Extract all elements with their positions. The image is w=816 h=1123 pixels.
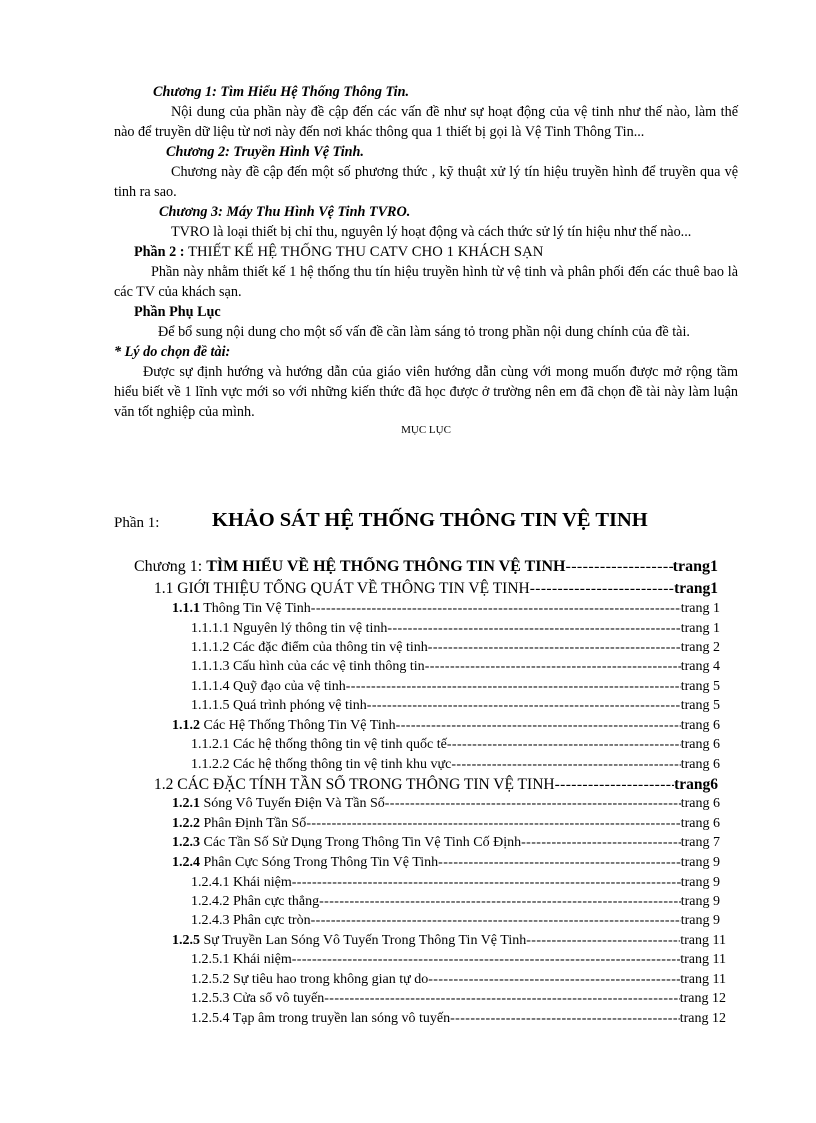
toc-entry [191,638,720,658]
toc-page: trang 9 [680,913,720,928]
toc-leader [428,638,681,658]
toc-leader [425,657,681,677]
part1-title: KHẢO SÁT HỆ THỐNG THÔNG TIN VỆ TINH [212,509,648,531]
toc-number: 1.1.1 [172,601,200,616]
toc-entry [191,989,726,1009]
toc-number: 1.2.4.3 [191,913,230,928]
toc-leader [367,696,681,716]
toc-leader [451,755,680,775]
toc-title: Các đặc điểm của thông tin vệ tinh [233,640,428,655]
introduction [114,82,738,438]
toc-page: trang 11 [680,952,726,967]
toc-leader [346,677,681,697]
chapter1-description: Nội dung của phần này đề cập đến các vấn đề như sự hoạt động của vệ tinh như thế nào, làm thế nào để truyền dữ liệu từ nơi này đến nơi khác thông qua 1 thiết bị gọi là Vệ Tinh Thông Tin... [114,104,738,140]
toc-number: 1.2 [154,776,174,793]
toc-entry [191,1009,726,1029]
toc-leader [447,735,681,755]
toc-leader [292,950,681,970]
toc-number: 1.1.2 [172,718,200,733]
part2-description: Phần này nhằm thiết kế 1 hệ thống thu tín hiệu truyền hình từ vệ tinh và phân phối đến các thuê bao là các TV của khách sạn. [114,264,738,300]
reason-description: Được sự định hướng và hướng dẫn của giáo viên hướng dẫn cùng với mong muốn được mở rộng tầm hiểu biết về 1 lĩnh vực mới so với những kiến thức đã học được ở trường nên em đã chọn đề tài này làm luận văn tốt nghiệp của mình. [114,364,738,420]
toc-title: Các hệ thống thông tin vệ tinh khu vực [233,757,452,772]
toc-number: 1.1.2.1 [191,737,230,752]
toc-title: Tạp âm trong truyền lan sóng vô tuyến [232,1011,451,1026]
toc-number: 1.2.5.3 [191,991,230,1006]
toc-title: Quỹ đạo của vệ tinh [233,679,346,694]
toc-title: Sóng Vô Tuyến Điện Và Tần Số [203,796,385,811]
toc-entry [191,970,726,990]
toc-leader [306,814,680,834]
toc-leader [292,873,681,893]
toc-title: Các Hệ Thống Thông Tin Vệ Tinh [203,718,396,733]
toc-entry [191,755,720,775]
toc-page: trang 9 [680,875,720,890]
toc-page: trang 11 [680,972,726,987]
toc-title: Phân Cực Sóng Trong Thông Tin Vệ Tinh [203,855,439,870]
toc-entry [134,557,718,579]
part2-heading [114,242,738,262]
toc-entry [172,931,726,951]
toc-number: 1.2.4.2 [191,894,230,909]
toc-page: trang 5 [680,698,720,713]
toc-leader [438,853,681,873]
toc-entry [172,833,720,853]
toc-number: 1.1.1.3 [191,659,230,674]
toc-number: 1.1.1.5 [191,698,230,713]
toc-title: Khái niệm [233,952,292,967]
reason-heading: * Lý do chọn đề tài: [114,344,231,360]
toc-number: 1.2.2 [172,816,200,831]
appendix-description: Để bổ sung nội dung cho một số vấn đề cần làm sáng tỏ trong phần nội dung chính của đề tài. [158,324,690,340]
toc-page: trang 7 [680,835,720,850]
toc-page: trang 6 [680,796,720,811]
toc-entry [191,873,720,893]
toc-number: 1.1.2.2 [191,757,230,772]
toc-entry [172,599,720,619]
toc-page: trang 6 [680,737,720,752]
toc-title: CÁC ĐẶC TÍNH TẦN SỐ TRONG THÔNG TIN VỆ TINH [177,776,555,793]
toc-title: Phân Định Tần Số [203,816,307,831]
toc-page: trang1 [674,580,718,597]
toc-title: Sự tiêu hao trong không gian tự do [233,972,429,987]
toc-title: Cấu hình của các vệ tinh thông tin [233,659,425,674]
toc-title: Nguyên lý thông tin vệ tinh [233,621,388,636]
toc-entry [172,716,720,736]
toc-leader [311,911,681,931]
chapter3-description: TVRO là loại thiết bị chỉ thu, nguyên lý hoạt động và cách thức sử lý tín hiệu như thế nào... [171,224,692,240]
toc-page: trang 11 [680,933,726,948]
toc-entry [191,657,720,677]
toc-number: 1.1.1.2 [191,640,230,655]
toc-title: Phân cực thẳng [233,894,320,909]
toc-number: Chương 1: [134,558,203,575]
toc-number: 1.2.4 [172,855,200,870]
toc-title: Cửa sổ vô tuyến [233,991,325,1006]
toc-page: trang 1 [680,621,720,636]
toc-title: TÌM HIỂU VỀ HỆ THỐNG THÔNG TIN VỆ TINH [206,558,566,575]
toc-title: Các hệ thống thông tin vệ tinh quốc tế [233,737,447,752]
toc-entry [191,677,720,697]
toc-entry [191,619,720,639]
toc-leader [428,970,680,990]
toc-page: trang 9 [680,855,720,870]
toc-leader [311,599,681,619]
chapter3-heading: Chương 3: Máy Thu Hình Vệ Tinh TVRO. [159,204,411,220]
toc-page: trang1 [672,558,718,575]
toc-leader [555,775,675,795]
toc-entry [172,853,720,873]
toc-leader [530,579,674,599]
part1-label: Phần 1: [114,515,160,531]
toc-page: trang 5 [680,679,720,694]
toc-entry [191,950,726,970]
toc-number: 1.2.5 [172,933,200,948]
toc-entry [172,814,720,834]
toc-number: 1.2.3 [172,835,200,850]
toc-number: 1.2.5.1 [191,952,230,967]
toc-page: trang 4 [680,659,720,674]
toc-page: trang 12 [679,1011,726,1026]
toc-heading: MỤC LỤC [401,424,451,436]
toc-leader [387,619,680,639]
chapter2-heading: Chương 2: Truyền Hình Vệ Tinh. [166,144,364,160]
appendix-heading: Phần Phụ Lục [134,304,221,320]
toc-number: 1.2.5.2 [191,972,230,987]
toc-title: Thông Tin Vệ Tinh [203,601,311,616]
toc-title: Quá trình phóng vệ tinh [233,698,367,713]
toc-page: trang 12 [679,991,726,1006]
toc-page: trang 2 [680,640,720,655]
toc-title: GIỚI THIỆU TỔNG QUÁT VỀ THÔNG TIN VỆ TINH [177,580,530,597]
toc-title: Sự Truyền Lan Sóng Vô Tuyến Trong Thông Tin Vệ Tinh [203,933,527,948]
toc-number: 1.2.4.1 [191,875,230,890]
toc-leader [526,931,680,951]
toc-number: 1.1.1.4 [191,679,230,694]
toc-title: Các Tần Số Sử Dụng Trong Thông Tin Vệ Tinh Cố Định [203,835,522,850]
part1-heading [114,509,754,541]
toc-leader [324,989,680,1009]
toc-number: 1.1 [154,580,174,597]
part2-label: Phần 2 : [134,244,185,260]
toc-page: trang 6 [680,816,720,831]
toc-title: Phân cực tròn [233,913,311,928]
toc-leader [396,716,681,736]
toc-leader [385,794,681,814]
toc-number: 1.2.1 [172,796,200,811]
toc-number: 1.2.5.4 [191,1011,230,1026]
toc-leader [565,557,672,577]
toc-page: trang 6 [680,757,720,772]
toc-entry [154,579,718,599]
chapter1-heading: Chương 1: Tìm Hiểu Hệ Thống Thông Tin. [153,84,410,100]
toc-entry [191,892,720,912]
toc-page: trang 9 [680,894,720,909]
chapter2-description: Chương này đề cập đến một số phương thức , kỹ thuật xử lý tín hiệu truyền hình để truyền qua vệ tinh ra sao. [114,164,738,200]
toc-leader [450,1009,680,1029]
toc-page: trang6 [674,776,718,793]
toc-entry [154,775,718,795]
toc-page: trang 6 [680,718,720,733]
toc-leader [319,892,681,912]
toc-entry [191,696,720,716]
toc-entry [172,794,720,814]
toc-page: trang 1 [680,601,720,616]
part2-title: THIẾT KẾ HỆ THỐNG THU CATV CHO 1 KHÁCH SẠN [188,244,544,260]
toc-number: 1.1.1.1 [191,621,230,636]
toc-title: Khái niệm [233,875,292,890]
toc-entry [191,911,720,931]
toc-entry [191,735,720,755]
toc-leader [521,833,681,853]
